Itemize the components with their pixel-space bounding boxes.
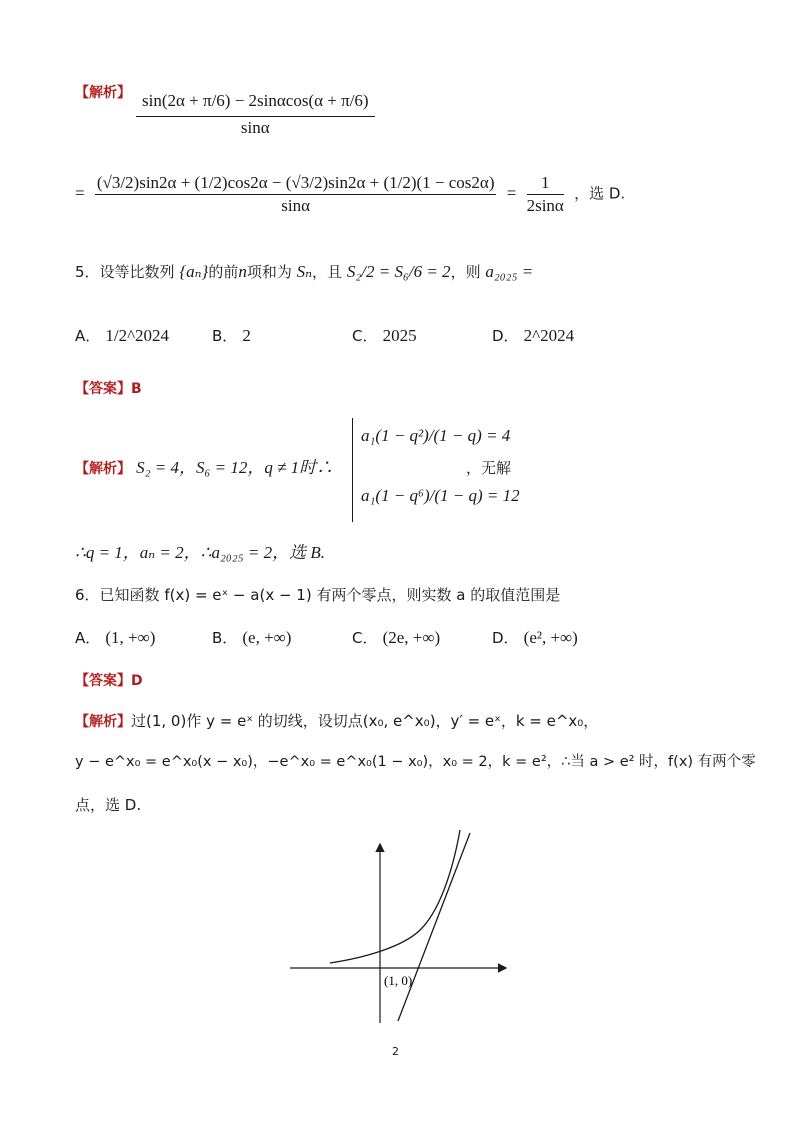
- choice-value: (2e, +∞): [382, 628, 441, 647]
- choice-value: (e², +∞): [523, 628, 578, 647]
- q5-choice-c: [352, 325, 417, 346]
- system-eq-1: a₁(1 − q²)/(1 − q) = 4: [361, 426, 511, 445]
- system-eq-2: a₁(1 − q⁶)/(1 − q) = 12: [361, 486, 520, 505]
- prev-solution-line2: = $\frac{(√3/2)\sin 2\alpha + (1/2)\cos 2\alpha - (√3/2)\sin 2\alpha + (1/2)(1 - \cos 2\alpha)}{\sin\alpha}$ = $\frac{1}{2\sin\alpha}$ ，选 D.: [75, 173, 626, 215]
- question-number: 5．: [75, 263, 100, 281]
- solution-label: 【解析】: [75, 461, 131, 477]
- q5-seq: {aₙ}: [179, 262, 209, 281]
- q6-choice-b: [212, 627, 291, 648]
- q5-choice-d: [492, 325, 574, 346]
- choice-value: (1, +∞): [105, 628, 156, 647]
- q6-solution-line1: [75, 711, 598, 732]
- q5-text: ，则: [450, 263, 481, 281]
- q5-choice-b: [212, 325, 251, 346]
- question-number: 6．: [75, 586, 100, 604]
- q5-text: 设等比数列: [99, 263, 175, 281]
- choice-label: A．: [75, 629, 101, 647]
- q6-solution-line2: y − e^x₀ = e^x₀(x − x₀)，−e^x₀ = e^x₀(1 − x₀)，x₀ = 2，k = e²，∴当 a > e² 时，f(x) 有两个零: [75, 754, 756, 770]
- page-number: 2: [392, 1045, 399, 1058]
- q6-choice-a: [75, 627, 155, 648]
- q6-text: 已知函数 f(x) = eˣ − a(x − 1) 有两个零点，则实数 a 的取值范围是: [99, 586, 561, 604]
- q5-condition: S₂/2 = S₆/6 = 2: [346, 262, 451, 281]
- q5-text: ，且: [312, 263, 343, 281]
- choice-label: D．: [492, 327, 519, 345]
- solution-label: 【解析】: [75, 714, 131, 730]
- q5-choice-a: [75, 325, 169, 346]
- answer-label: 【答案】: [75, 381, 131, 397]
- answer-value: D: [131, 673, 143, 689]
- no-solution-text: ，无解: [466, 459, 512, 477]
- q5-target: a₂₀₂₅ =: [485, 262, 534, 281]
- solution-label: 【解析】: [75, 85, 131, 101]
- exp-curve: [330, 830, 460, 963]
- choice-label: C．: [352, 629, 378, 647]
- choice-label: A．: [75, 327, 101, 345]
- fraction-denominator: sinα: [240, 118, 270, 137]
- q5-solution: [75, 458, 333, 479]
- answer-label: 【答案】: [75, 673, 131, 689]
- q6-answer: [75, 670, 143, 691]
- result-denominator: 2sinα: [526, 196, 564, 215]
- choice-value: 2025: [382, 326, 417, 345]
- choice-label: B．: [212, 629, 238, 647]
- q5-text: 项和为: [246, 263, 292, 281]
- q5-answer: [75, 378, 142, 399]
- answer-value: B: [131, 381, 142, 397]
- choice-value: 2^2024: [523, 326, 575, 345]
- choice-label: C．: [352, 327, 378, 345]
- choice-label: B．: [212, 327, 238, 345]
- step2-numerator: (√3/2)sin2α + (1/2)cos2α − (√3/2)sin2α + (1/2)(1 − cos2α): [95, 172, 497, 195]
- prev-fraction: [136, 86, 375, 139]
- prev-conclusion: ，选 D.: [574, 184, 626, 203]
- tangent-line: [398, 833, 470, 1021]
- q5-text: 的前: [208, 263, 239, 281]
- point-label: (1, 0): [384, 973, 413, 988]
- prev-solution-line1: [75, 82, 131, 103]
- choice-value: (e, +∞): [242, 628, 292, 647]
- choice-value: 2: [242, 326, 251, 345]
- q5-solution-line2: ∴q = 1，aₙ = 2，∴a₂₀₂₅ = 2，选 B.: [75, 543, 325, 562]
- question-6: [75, 585, 560, 605]
- q5-solution-text: S₂ = 4，S₆ = 12，q ≠ 1时∴: [136, 458, 334, 477]
- q6-choice-d: [492, 627, 578, 648]
- q5-n: n: [238, 262, 247, 281]
- q6-choice-c: [352, 627, 440, 648]
- q6-solution-text: 过(1, 0)作 y = eˣ 的切线，设切点(x₀, e^x₀)，y′ = eˣ，k = e^x₀，: [131, 712, 599, 730]
- fraction-numerator: sin(2α + π/6) − 2sinαcos(α + π/6): [136, 86, 375, 117]
- q6-solution-line3: 点，选 D.: [75, 796, 142, 814]
- choice-label: D．: [492, 629, 519, 647]
- step2-denominator: sinα: [281, 196, 311, 215]
- question-5: [75, 262, 533, 282]
- choice-value: 1/2^2024: [105, 326, 170, 345]
- q5-sn: Sₙ: [296, 262, 313, 281]
- result-numerator: 1: [527, 172, 564, 195]
- tangent-graph: [280, 825, 520, 1035]
